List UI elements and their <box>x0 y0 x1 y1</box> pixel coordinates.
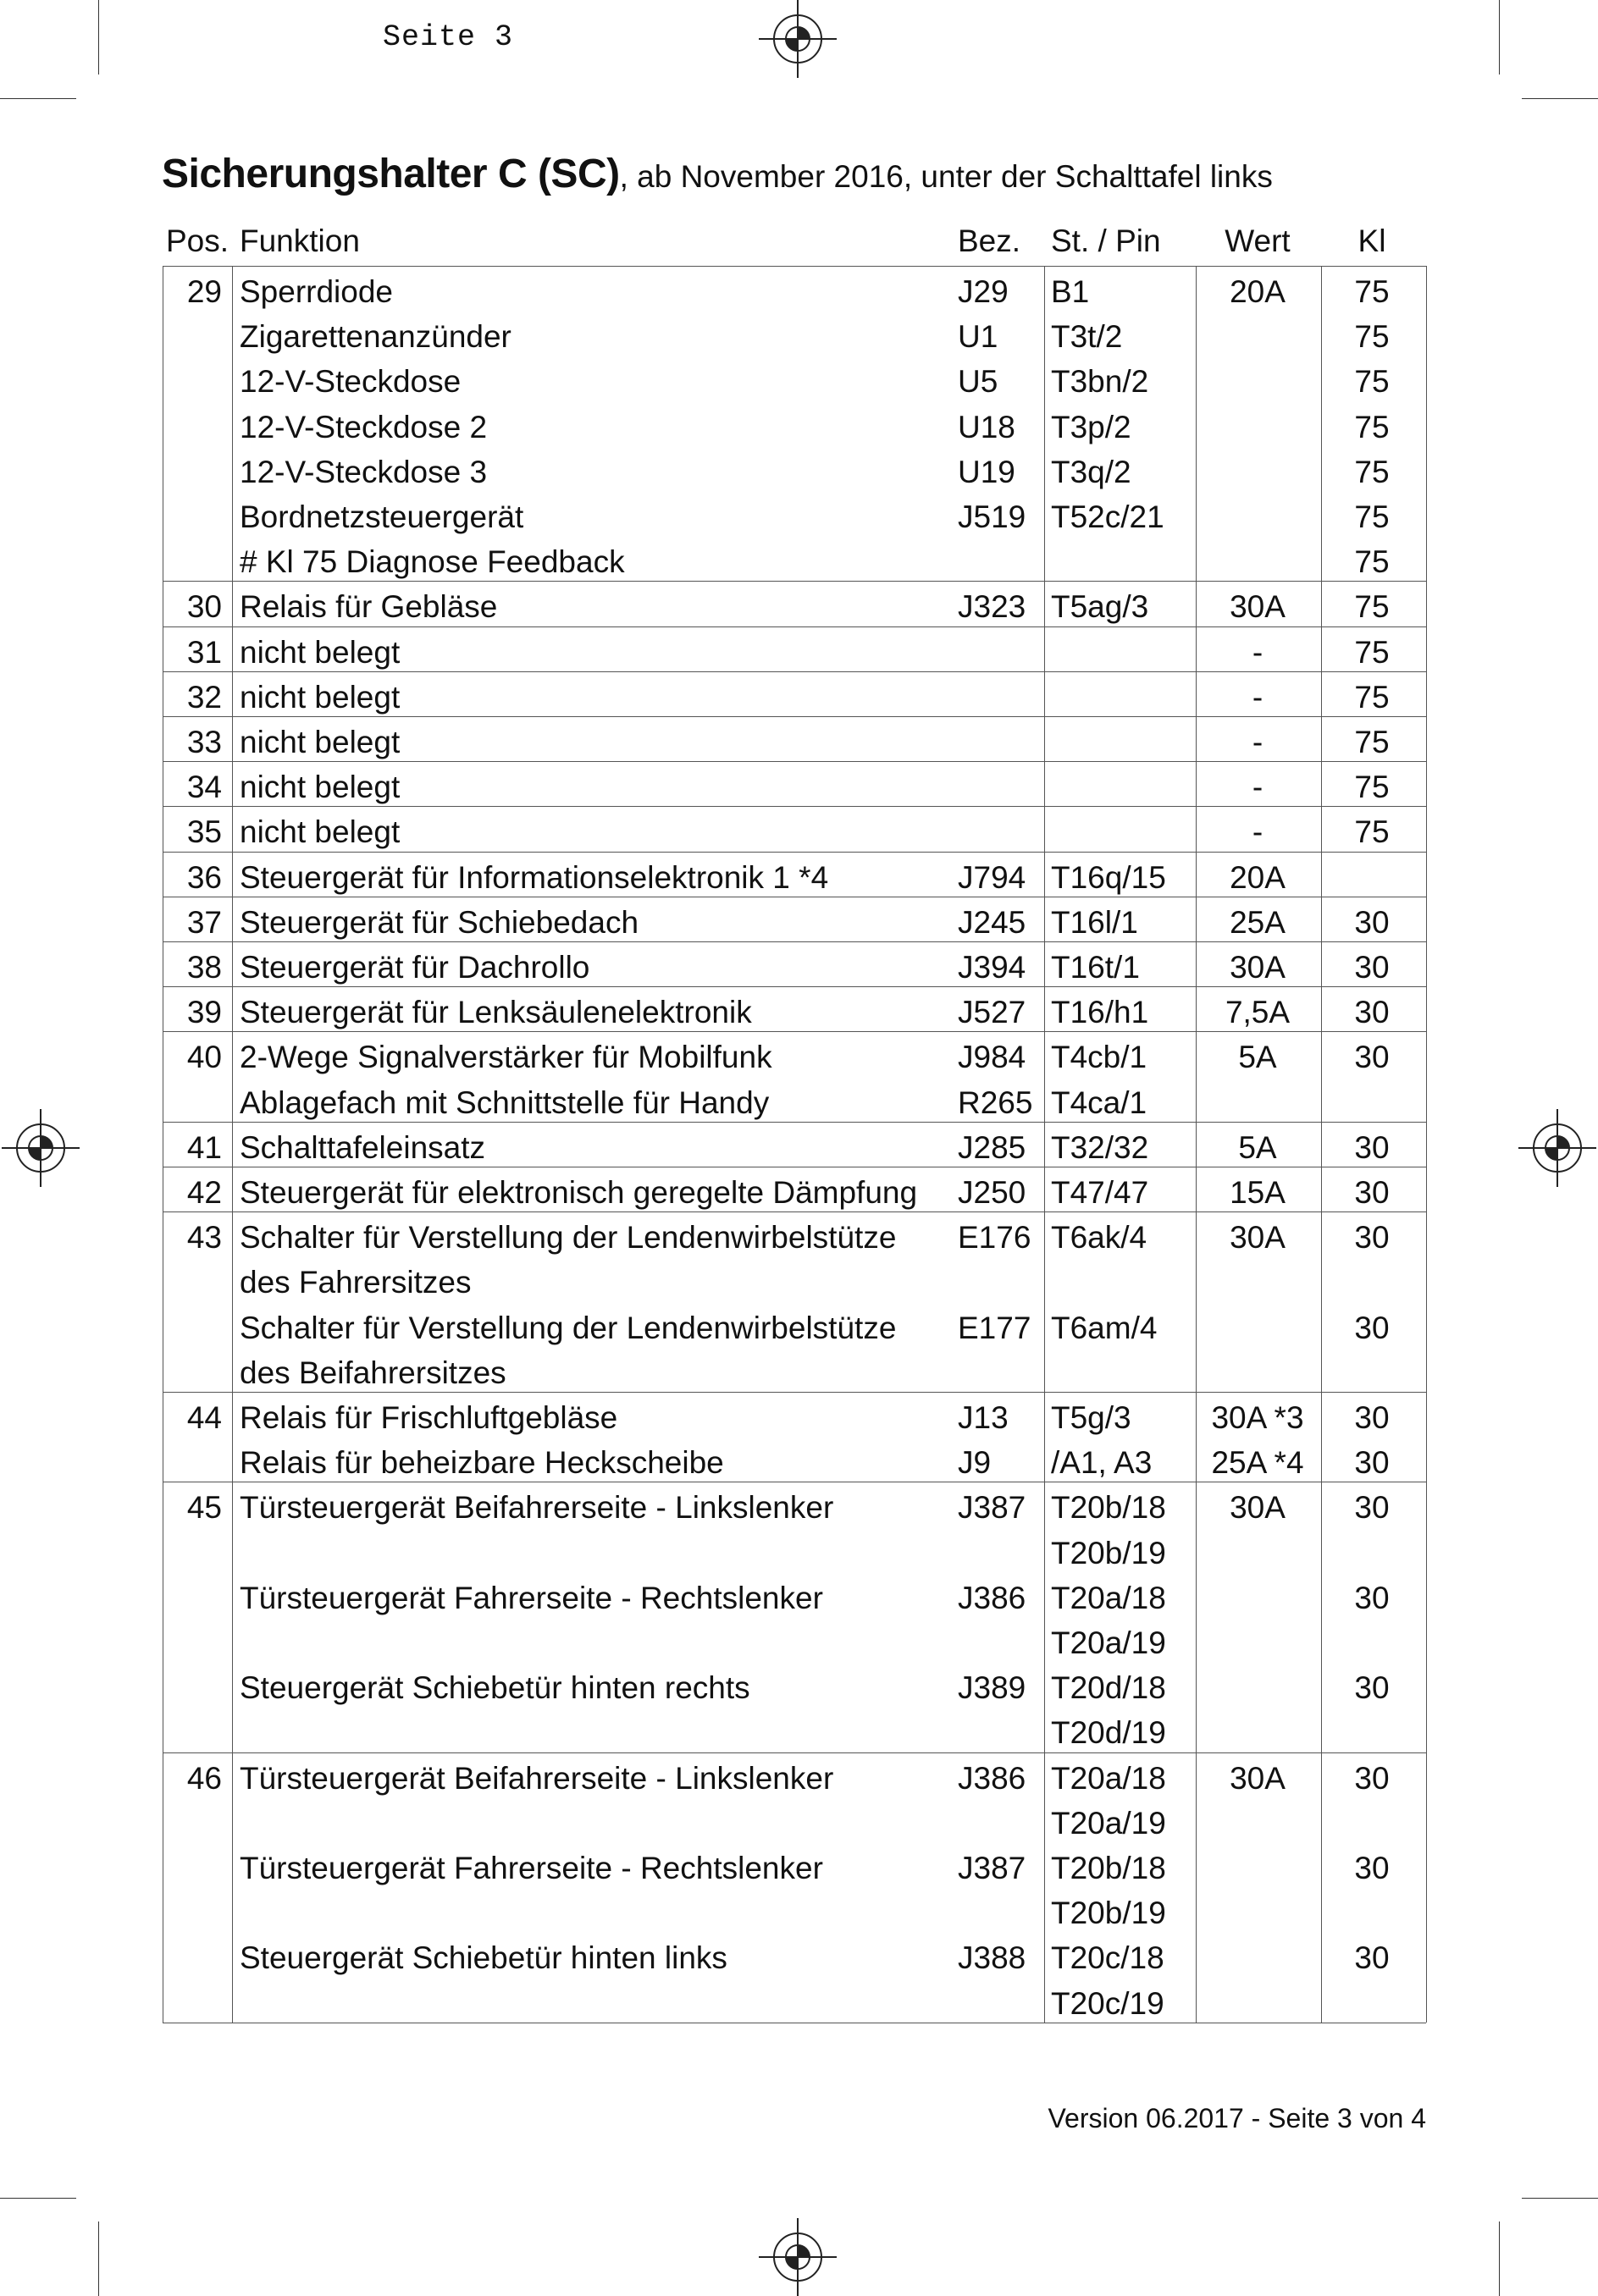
table-cell-kl: 30 <box>1354 1851 1390 1885</box>
table-row-divider <box>163 1392 1426 1393</box>
table-cell-wert: 20A <box>1230 274 1286 309</box>
table-cell-wert: 30A *3 <box>1211 1400 1304 1435</box>
table-cell-pin: /A1, A3 <box>1051 1445 1153 1481</box>
table-cell-bez: J323 <box>958 589 1026 625</box>
table-cell-funktion: Schalter für Verstellung der Lendenwirbelstütze <box>240 1310 897 1345</box>
table-cell-wert: 30A <box>1230 1760 1286 1796</box>
col-header-funktion: Funktion <box>240 224 360 258</box>
table-cell-pin: T6ak/4 <box>1051 1220 1147 1256</box>
table-cell-pin: T20a/18 <box>1051 1580 1166 1615</box>
table-cell-funktion: Steuergerät für Dachrollo <box>240 950 590 985</box>
table-row-divider <box>163 581 1426 582</box>
table-cell-pos: 44 <box>186 1400 222 1435</box>
table-cell-pin: T47/47 <box>1051 1175 1149 1210</box>
table-cell-bez: J388 <box>958 1940 1026 1976</box>
table-cell-pos: 39 <box>186 995 222 1030</box>
table-cell-kl: 30 <box>1354 1129 1390 1165</box>
table-cell-funktion: Schalttafeleinsatz <box>240 1129 486 1165</box>
table-cell-funktion: des Fahrersitzes <box>240 1265 472 1300</box>
table-cell-bez: U19 <box>958 454 1015 489</box>
table-cell-pin: T20c/19 <box>1051 1985 1164 2021</box>
page-footer: Version 06.2017 - Seite 3 von 4 <box>1048 2103 1426 2133</box>
table-cell-pos: 40 <box>186 1040 222 1075</box>
table-cell-wert: 30A <box>1230 1490 1286 1526</box>
table-cell-pin: T3q/2 <box>1051 454 1131 489</box>
table-cell-pin: T3bn/2 <box>1051 364 1149 400</box>
table-cell-funktion: Steuergerät für Informationselektronik 1 *4 <box>240 859 829 895</box>
table-cell-wert: 5A <box>1238 1040 1277 1075</box>
col-header-wert: Wert <box>1225 224 1291 258</box>
table-cell-pin: T3t/2 <box>1051 319 1123 355</box>
table-cell-funktion: Relais für beheizbare Heckscheibe <box>240 1445 724 1481</box>
table-cell-kl: 30 <box>1354 1940 1390 1976</box>
col-header-kl: Kl <box>1357 224 1386 258</box>
table-cell-kl: 30 <box>1354 1670 1390 1706</box>
table-cell-wert: 15A <box>1230 1175 1286 1210</box>
table-cell-kl: 30 <box>1354 1175 1390 1210</box>
table-cell-kl: 30 <box>1354 995 1390 1030</box>
table-cell-funktion: # Kl 75 Diagnose Feedback <box>240 544 625 580</box>
table-cell-pin: T20d/19 <box>1051 1715 1166 1751</box>
table-cell-funktion: Ablagefach mit Schnittstelle für Handy <box>240 1085 770 1120</box>
table-cell-wert: 20A <box>1230 859 1286 895</box>
table-row-divider <box>163 671 1426 672</box>
table-cell-kl: 75 <box>1354 319 1390 355</box>
crop-mark <box>98 0 99 75</box>
table-cell-kl: 75 <box>1354 409 1390 444</box>
table-cell-funktion: 12-V-Steckdose 3 <box>240 454 488 489</box>
table-cell-pin: T20b/19 <box>1051 1896 1166 1931</box>
table-cell-kl: 30 <box>1354 1310 1390 1345</box>
table-cell-funktion: nicht belegt <box>240 679 401 715</box>
table-cell-pin: T16q/15 <box>1051 859 1166 895</box>
table-column-divider <box>232 266 233 2023</box>
table-column-divider <box>1044 266 1045 2023</box>
table-cell-bez: J394 <box>958 950 1026 985</box>
table-cell-pin: T52c/21 <box>1051 499 1164 534</box>
table-row-divider <box>163 1031 1426 1032</box>
col-header-bez: Bez. <box>958 224 1021 258</box>
table-cell-pin: T32/32 <box>1051 1129 1149 1165</box>
table-row-divider <box>163 806 1426 807</box>
table-cell-pin: B1 <box>1051 274 1090 309</box>
table-cell-funktion: des Beifahrersitzes <box>240 1355 506 1390</box>
table-cell-kl: 75 <box>1354 499 1390 534</box>
table-cell-bez: J527 <box>958 995 1026 1030</box>
table-cell-pin: T16/h1 <box>1051 995 1149 1030</box>
table-row-divider <box>163 626 1426 627</box>
table-cell-kl: 30 <box>1354 1580 1390 1615</box>
table-cell-wert: - <box>1252 725 1263 759</box>
table-cell-pos: 34 <box>186 770 222 805</box>
table-cell-bez: J386 <box>958 1580 1026 1615</box>
table-cell-kl: 30 <box>1354 1760 1390 1796</box>
table-cell-funktion: nicht belegt <box>240 634 401 670</box>
table-cell-pin: T16t/1 <box>1051 950 1140 985</box>
table-cell-wert: 7,5A <box>1225 995 1291 1030</box>
table-cell-funktion: Steuergerät für elektronisch geregelte Dämpfung <box>240 1175 918 1210</box>
table-cell-kl: 30 <box>1354 1400 1390 1435</box>
table-cell-pos: 46 <box>186 1760 222 1796</box>
table-cell-pin: T20a/19 <box>1051 1805 1166 1841</box>
registration-mark-icon <box>759 0 837 78</box>
table-cell-kl: 30 <box>1354 1220 1390 1256</box>
table-cell-bez: J29 <box>958 274 1009 309</box>
table-row-divider <box>163 716 1426 717</box>
table-cell-funktion: nicht belegt <box>240 725 401 759</box>
table-cell-kl: 30 <box>1354 904 1390 940</box>
table-cell-bez: J794 <box>958 859 1026 895</box>
col-header-pos: Pos. <box>166 224 229 258</box>
table-cell-bez: J250 <box>958 1175 1026 1210</box>
table-cell-pin: T6am/4 <box>1051 1310 1158 1345</box>
table-cell-funktion: 12-V-Steckdose <box>240 364 462 400</box>
table-cell-bez: J519 <box>958 499 1026 534</box>
table-cell-wert: - <box>1252 814 1263 850</box>
table-row-divider <box>163 761 1426 762</box>
table-cell-funktion: 12-V-Steckdose 2 <box>240 409 488 444</box>
table-cell-pos: 33 <box>186 725 222 759</box>
col-header-pin: St. / Pin <box>1051 224 1161 258</box>
registration-mark-icon <box>1518 1109 1596 1187</box>
table-row-divider <box>163 986 1426 987</box>
registration-mark-icon <box>759 2218 837 2296</box>
crop-mark <box>1522 2198 1598 2199</box>
table-cell-pin: T20a/19 <box>1051 1625 1166 1660</box>
table-cell-pin: T20a/18 <box>1051 1760 1166 1796</box>
crop-mark <box>0 2198 76 2199</box>
table-cell-wert: 30A <box>1230 589 1286 625</box>
table-cell-wert: - <box>1252 770 1263 805</box>
table-cell-pos: 38 <box>186 950 222 985</box>
table-cell-bez: J984 <box>958 1040 1026 1075</box>
table-cell-funktion: Steuergerät für Lenksäulenelektronik <box>240 995 752 1030</box>
table-cell-bez: J389 <box>958 1670 1026 1706</box>
table-cell-bez: E177 <box>958 1310 1031 1345</box>
table-cell-wert: 30A <box>1230 950 1286 985</box>
table-cell-bez: J387 <box>958 1851 1026 1885</box>
table-cell-pin: T5ag/3 <box>1051 589 1149 625</box>
table-cell-funktion: Türsteuergerät Fahrerseite - Rechtslenker <box>240 1851 823 1885</box>
table-cell-pos: 30 <box>186 589 222 625</box>
table-column-divider <box>1196 266 1197 2023</box>
table-column-divider <box>1321 266 1322 2023</box>
table-cell-kl: 75 <box>1354 274 1390 309</box>
table-cell-pos: 43 <box>186 1220 222 1256</box>
table-cell-wert: 30A <box>1230 1220 1286 1256</box>
table-cell-pin: T20b/18 <box>1051 1851 1166 1885</box>
table-cell-wert: 5A <box>1238 1129 1277 1165</box>
table-cell-kl: 75 <box>1354 814 1390 850</box>
table-cell-bez: R265 <box>958 1085 1033 1120</box>
table-cell-kl: 75 <box>1354 725 1390 759</box>
table-cell-funktion: Türsteuergerät Fahrerseite - Rechtslenker <box>240 1580 823 1615</box>
table-cell-funktion: Schalter für Verstellung der Lendenwirbelstütze <box>240 1220 897 1256</box>
table-cell-kl: 75 <box>1354 770 1390 805</box>
table-cell-bez: J386 <box>958 1760 1026 1796</box>
table-cell-kl: 30 <box>1354 950 1390 985</box>
table-cell-pos: 37 <box>186 904 222 940</box>
table-cell-funktion: Steuergerät für Schiebedach <box>240 904 639 940</box>
table-cell-bez: J13 <box>958 1400 1009 1435</box>
table-cell-wert: 25A <box>1230 904 1286 940</box>
table-cell-kl: 75 <box>1354 364 1390 400</box>
table-cell-pos: 45 <box>186 1490 222 1526</box>
table-cell-bez: U18 <box>958 409 1015 444</box>
table-cell-pos: 29 <box>186 274 222 309</box>
table-cell-pos: 41 <box>186 1129 222 1165</box>
table-cell-funktion: nicht belegt <box>240 770 401 805</box>
table-column-divider <box>1426 266 1427 2023</box>
table-row-divider <box>163 852 1426 853</box>
table-cell-bez: J245 <box>958 904 1026 940</box>
table-cell-pin: T5g/3 <box>1051 1400 1131 1435</box>
table-cell-pos: 35 <box>186 814 222 850</box>
table-cell-funktion: nicht belegt <box>240 814 401 850</box>
table-cell-pin: T4ca/1 <box>1051 1085 1147 1120</box>
crop-mark <box>1522 98 1598 99</box>
table-cell-kl: 75 <box>1354 634 1390 670</box>
table-cell-pin: T20d/18 <box>1051 1670 1166 1706</box>
table-border <box>163 266 1426 267</box>
table-cell-pos: 31 <box>186 634 222 670</box>
page-label: Seite 3 <box>383 20 514 54</box>
page-title <box>162 151 1273 197</box>
table-cell-kl: 75 <box>1354 589 1390 625</box>
table-cell-pin: T16l/1 <box>1051 904 1138 940</box>
table-cell-bez: U1 <box>958 319 998 355</box>
table-cell-wert: 25A *4 <box>1211 1445 1304 1481</box>
table-cell-funktion: Relais für Gebläse <box>240 589 498 625</box>
table-cell-kl: 75 <box>1354 544 1390 580</box>
table-row-divider <box>163 1122 1426 1123</box>
table-cell-pos: 42 <box>186 1175 222 1210</box>
table-cell-kl: 30 <box>1354 1490 1390 1526</box>
table-row-divider <box>163 1752 1426 1753</box>
table-cell-pos: 32 <box>186 679 222 715</box>
table-cell-kl: 30 <box>1354 1040 1390 1075</box>
table-cell-wert: - <box>1252 679 1263 715</box>
registration-mark-icon <box>2 1109 80 1187</box>
table-cell-kl: 30 <box>1354 1445 1390 1481</box>
table-cell-funktion: 2-Wege Signalverstärker für Mobilfunk <box>240 1040 772 1075</box>
table-cell-bez: E176 <box>958 1220 1031 1256</box>
table-cell-pin: T20c/18 <box>1051 1940 1164 1976</box>
table-cell-funktion: Steuergerät Schiebetür hinten links <box>240 1940 727 1976</box>
table-cell-bez: J285 <box>958 1129 1026 1165</box>
table-row-divider <box>163 941 1426 942</box>
table-cell-funktion: Sperrdiode <box>240 274 394 309</box>
table-cell-pin: T20b/18 <box>1051 1490 1166 1526</box>
table-cell-funktion: Türsteuergerät Beifahrerseite - Linkslenker <box>240 1490 834 1526</box>
table-cell-kl: 75 <box>1354 679 1390 715</box>
title-bold: Sicherungshalter C (SC) <box>162 152 620 196</box>
crop-mark <box>0 98 76 99</box>
title-rest: , ab November 2016, unter der Schalttafel links <box>619 159 1273 194</box>
table-cell-funktion: Bordnetzsteuergerät <box>240 499 524 534</box>
table-cell-kl: 75 <box>1354 454 1390 489</box>
table-cell-funktion: Türsteuergerät Beifahrerseite - Linkslenker <box>240 1760 834 1796</box>
table-cell-funktion: Relais für Frischluftgebläse <box>240 1400 618 1435</box>
table-cell-pos: 36 <box>186 859 222 895</box>
crop-mark <box>98 2221 99 2296</box>
table-cell-pin: T20b/19 <box>1051 1535 1166 1570</box>
table-row-divider <box>163 1211 1426 1212</box>
table-cell-funktion: Zigarettenanzünder <box>240 319 511 355</box>
table-cell-wert: - <box>1252 634 1263 670</box>
crop-mark <box>1499 0 1500 75</box>
table-cell-funktion: Steuergerät Schiebetür hinten rechts <box>240 1670 750 1706</box>
table-cell-bez: J387 <box>958 1490 1026 1526</box>
table-cell-bez: J9 <box>958 1445 992 1481</box>
crop-mark <box>1499 2221 1500 2296</box>
table-cell-pin: T4cb/1 <box>1051 1040 1147 1075</box>
table-cell-pin: T3p/2 <box>1051 409 1131 444</box>
table-cell-bez: U5 <box>958 364 998 400</box>
